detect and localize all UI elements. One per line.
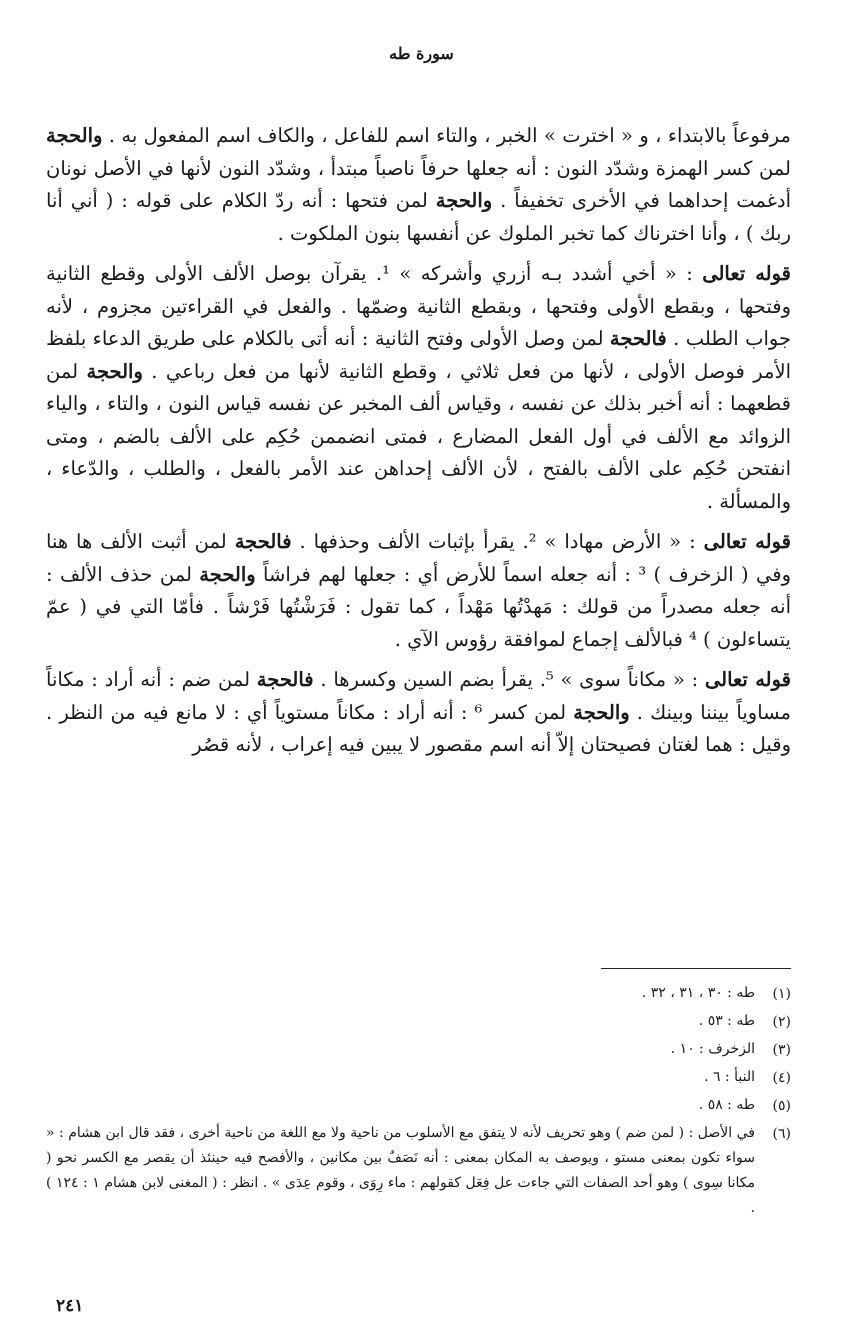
paragraph <box>46 258 791 518</box>
keyword: فالحجة <box>256 668 314 691</box>
keyword: والحجة <box>46 124 103 147</box>
text-run: : « أخي أشدد بـه أزري وأشركه » ¹. يقرآن بوصل الألف الأولى وقطع الثانية وفتحها ، وبقطع الأولى وفتحها ، وبقطع الثانية وضمّها . والفعل في القراءتين مجزوم ، لأنه جواب الطلب . <box>46 262 792 350</box>
keyword: قوله تعالى <box>704 668 791 691</box>
keyword: قوله تعالى <box>702 262 791 285</box>
text-run: لمن أثبت الألف ها هنا وفي ( الزخرف ) ³ : أنه جعله اسماً للأرض أي : جعلها لهم فراشاً <box>46 530 791 586</box>
footnote <box>46 1092 791 1120</box>
text-run: لمن كسر الهمزة وشدّد النون : أنه جعلها حرفاً ناصباً مبتدأ ، وشدّد النون لأنها في الأصل نونان أدغمت إحداهما في الأخرى تخفيفاً . <box>46 156 792 212</box>
footnote-text: طه : ٥٨ . <box>698 1097 755 1113</box>
footnote-number: (٤) <box>772 1070 791 1086</box>
text-run: : « مكاناً سوى » ⁵. يقرأ بضم السين وكسرها . <box>313 668 705 691</box>
footnote <box>46 1008 791 1036</box>
main-text <box>46 120 791 770</box>
footnote-text: طه : ٣٠ ، ٣١ ، ٣٢ . <box>641 985 755 1001</box>
footnote-text: في الأصل : ( لمن ضم ) وهو تحريف لأنه لا يتفق مع الأسلوب من ناحية ولا مع اللغة من ناحية أخرى ، فقد قال ابن هشام : « سواء تكون بمعنى مستو ، ويوصف به المكان بمعنى : أنه نَصَفٌ بين مكانين ، والأفصح فيه حينئذ أن يقصر مع الكسر نحو ( مكانا سِوى ) وهو أحد الصفات التي جاءت عل فِعَل كقولهم : ماء رِوَى ، وقوم عِدَى » . انظر : ( المغنى لابن هشام ١ : ١٢٤ ) . <box>46 1125 755 1216</box>
footnote-divider <box>601 968 791 969</box>
keyword: والحجة <box>199 562 256 586</box>
keyword: فالحجة <box>234 530 292 553</box>
footnote <box>46 1120 791 1221</box>
keyword: قوله تعالى <box>703 530 791 553</box>
keyword: والحجة <box>573 700 630 724</box>
text-run: لمن قطعهما : أنه أخبر بذلك عن نفسه ، وقياس ألف المخبر عن نفسه قياس النون ، والتاء ، والياء الزوائد مع الألف في أول الفعل المضارع ، فمتى انضممن حُكِم على الألف بالضم ، ومتى انفتحن حُكِم على الألف بالفتح ، لأن الألف إحداهن عند الأمر بالفعل ، والطلب ، والدّعاء ، والمسألة . <box>46 359 791 513</box>
footnote-number: (٥) <box>772 1098 791 1114</box>
footnote-number: (٢) <box>772 1014 791 1030</box>
footnote-text: النبأ : ٦ . <box>704 1069 755 1085</box>
keyword: فالحجة <box>609 327 667 350</box>
footnote-number: (١) <box>772 986 791 1002</box>
text-run: لمن وصل الأولى وفتح الثانية : أنه أتى بالكلام على طريق الدعاء بلفظ الأمر فوصل الأولى ، لأنها من فعل ثلاثي ، وقطع الثانية لأنها من فعل رباعي . <box>46 327 791 383</box>
keyword: والحجة <box>86 359 143 383</box>
footnotes <box>46 980 791 1221</box>
keyword: والحجة <box>435 189 493 212</box>
text-run: مرفوعاً بالابتداء ، و « اخترت » الخبر ، والتاء اسم للفاعل ، والكاف اسم المفعول به . <box>102 124 791 147</box>
paragraph <box>46 526 791 656</box>
paragraph <box>46 120 791 250</box>
footnote-text: طه : ٥٣ . <box>698 1013 755 1029</box>
footnote <box>46 1036 791 1064</box>
paragraph <box>46 664 791 762</box>
text-run: : « الأرض مهادا » ². يقرأ بإثبات الألف وحذفها . <box>291 530 704 553</box>
footnote <box>46 980 791 1008</box>
page-number: ٢٤١ <box>56 1296 84 1316</box>
text-run: لمن حذف الألف : أنه جعله مصدراً من قولك : مَهدْتُها مَهْداً ، كما تقول : فَرَشْتُها فَرْشاً . فأمّا التي في ( عمّ يتساءلون ) ⁴ فبالألف إجماع لموافقة رؤوس الآي . <box>46 562 791 651</box>
text-run: لمن كسر ⁶ : أنه أراد : مكاناً مستوياً أي : لا مانع فيه من النظر . وقيل : هما لغتان فصيحتان إلاّ أنه اسم مقصور لا يبين فيه إعراب ، لأنه قصُر <box>46 700 791 756</box>
running-title: سورة طه <box>389 44 454 63</box>
text-run: لمن فتحها : أنه ردّ الكلام على قوله : ( أني أنا ربك ) ، وأنا اخترناك كما تخبر الملوك عن أنفسها بنون الملكوت . <box>46 189 791 245</box>
footnote-text: الزخرف : ١٠ . <box>670 1041 755 1057</box>
text-run: لمن ضم : أنه أراد : مكاناً مساوياً بيننا وبينك . <box>46 668 791 724</box>
footnote <box>46 1064 791 1092</box>
footnote-number: (٦) <box>772 1126 791 1142</box>
footnote-number: (٣) <box>772 1042 791 1058</box>
